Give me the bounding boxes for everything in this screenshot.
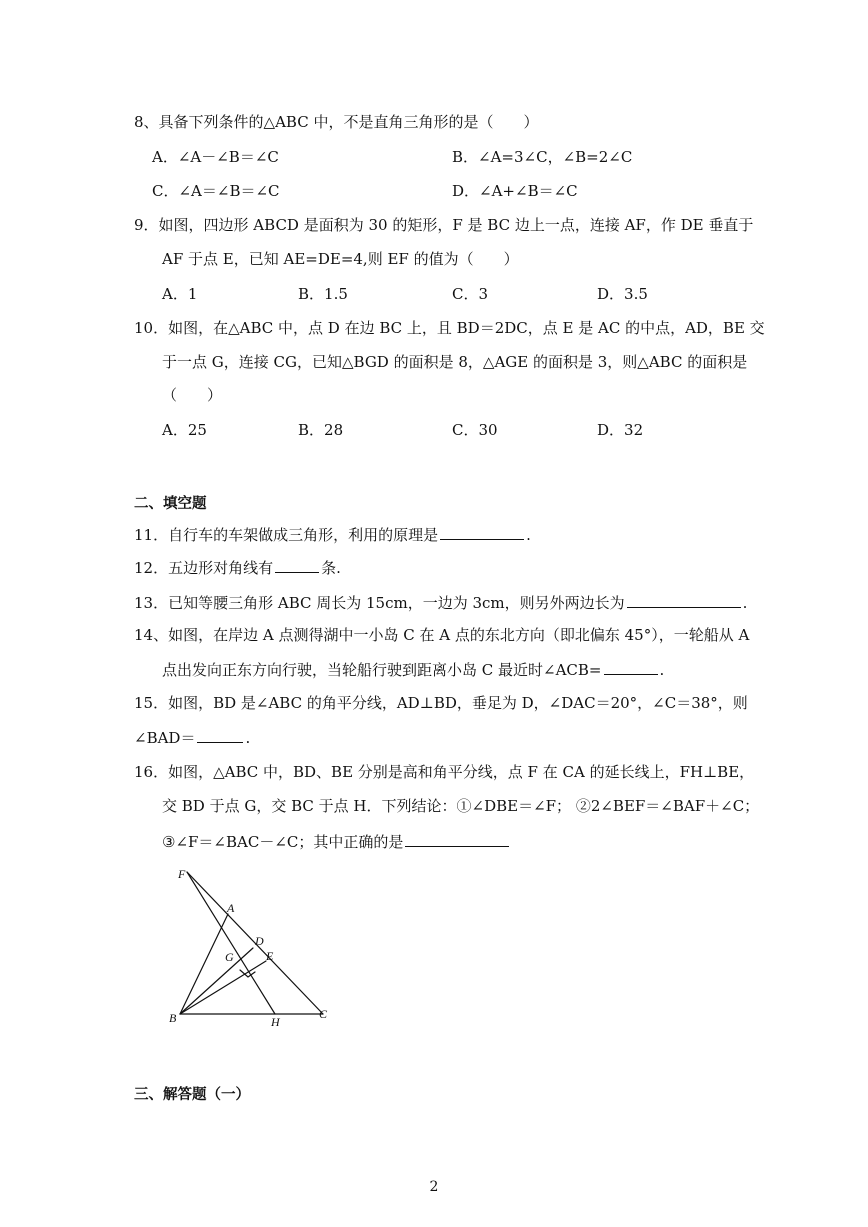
q10-stem-line2: 于一点 G，连接 CG，已知△BGD 的面积是 8，△AGE 的面积是 3，则△ABC 的面积是 <box>162 353 748 371</box>
q8-option-b: B．∠A=3∠C，∠B=2∠C <box>452 148 633 166</box>
triangle-figure <box>165 862 340 1042</box>
q12-answer-blank[interactable] <box>275 557 319 573</box>
q9-stem-line2: AF 于点 E，已知 AE=DE=4,则 EF 的值为（ ） <box>162 250 519 268</box>
q16-line3 <box>162 831 511 852</box>
q12-text: 12．五边形对角线有 <box>134 559 274 577</box>
label-E: E <box>266 949 274 963</box>
q11 <box>134 524 531 545</box>
label-C: C <box>319 1007 328 1021</box>
q9-option-a: A．1 <box>162 285 198 303</box>
q15-text: ∠BAD＝ <box>134 729 196 747</box>
label-A: A <box>227 901 235 915</box>
q10-stem-line1: 10．如图，在△ABC 中，点 D 在边 BC 上，且 BD＝2DC，点 E 是 AC 的中点，AD，BE 交 <box>134 319 765 337</box>
q9-option-d: D．3.5 <box>597 285 648 303</box>
section-heading-fill-in: 二、填空题 <box>134 496 207 512</box>
q16-answer-blank[interactable] <box>405 831 509 847</box>
label-B: B <box>169 1011 177 1025</box>
q8-option-d: D．∠A+∠B＝∠C <box>452 182 578 200</box>
q10-option-a: A．25 <box>162 421 207 439</box>
label-G: G <box>225 950 234 964</box>
q11-text: 11．自行车的车架做成三角形，利用的原理是 <box>134 526 439 544</box>
page-number: 2 <box>429 1179 439 1195</box>
segment-BD <box>180 948 253 1014</box>
q15-answer-blank[interactable] <box>197 727 243 743</box>
q8-option-a: A．∠A－∠B＝∠C <box>152 148 279 166</box>
q14-answer-blank[interactable] <box>604 659 658 675</box>
q8-stem: 8、具备下列条件的△ABC 中，不是直角三角形的是（ ） <box>134 113 539 131</box>
q15-end: . <box>245 729 251 747</box>
q9-option-b: B．1.5 <box>298 285 348 303</box>
section-heading-solutions: 三、解答题（一） <box>134 1087 250 1103</box>
q13-answer-blank[interactable] <box>627 592 741 608</box>
q12 <box>134 557 341 578</box>
label-D: D <box>255 934 264 948</box>
label-F: F <box>178 867 186 881</box>
q16-stem-line1: 16．如图，△ABC 中，BD、BE 分别是高和角平分线，点 F 在 CA 的延长线上，FH⊥BE， <box>134 763 755 781</box>
q16-stem-line2: 交 BD 于点 G，交 BC 于点 H．下列结论：①∠DBE＝∠F； ②2∠BEF＝∠BAF＋∠C； <box>162 797 760 815</box>
q9-option-c: C．3 <box>452 285 489 303</box>
q16-text: ③∠F＝∠BAC－∠C；其中正确的是 <box>162 833 404 851</box>
q13-end: . <box>742 594 748 612</box>
q10-option-b: B．28 <box>298 421 344 439</box>
q10-stem-line3: （ ） <box>162 386 223 404</box>
q10-option-d: D．32 <box>597 421 644 439</box>
q14-stem-line1: 14、如图，在岸边 A 点测得湖中一小岛 C 在 A 点的东北方向（即北偏东 45°），一轮船从 A <box>134 626 750 644</box>
q15-stem-line1: 15．如图，BD 是∠ABC 的角平分线，AD⊥BD，垂足为 D，∠DAC＝20°，∠C＝38°，则 <box>134 694 748 712</box>
q14-text: 点出发向正东方向行驶，当轮船行驶到距离小岛 C 最近时∠ACB= <box>162 661 602 679</box>
q10-option-c: C．30 <box>452 421 498 439</box>
q14-end: . <box>659 661 665 679</box>
q13-text: 13．已知等腰三角形 ABC 周长为 15cm，一边为 3cm，则另外两边长为 <box>134 594 625 612</box>
q11-end: . <box>526 526 531 544</box>
q11-answer-blank[interactable] <box>440 524 524 540</box>
q12-end: 条. <box>321 559 341 577</box>
q14-line2 <box>162 659 664 680</box>
label-H: H <box>271 1015 280 1029</box>
q9-stem-line1: 9．如图，四边形 ABCD 是面积为 30 的矩形，F 是 BC 边上一点，连接 AF，作 DE 垂直于 <box>134 216 754 234</box>
q13 <box>134 592 747 613</box>
q15-line2 <box>134 727 250 748</box>
q8-option-c: C．∠A＝∠B＝∠C <box>152 182 280 200</box>
